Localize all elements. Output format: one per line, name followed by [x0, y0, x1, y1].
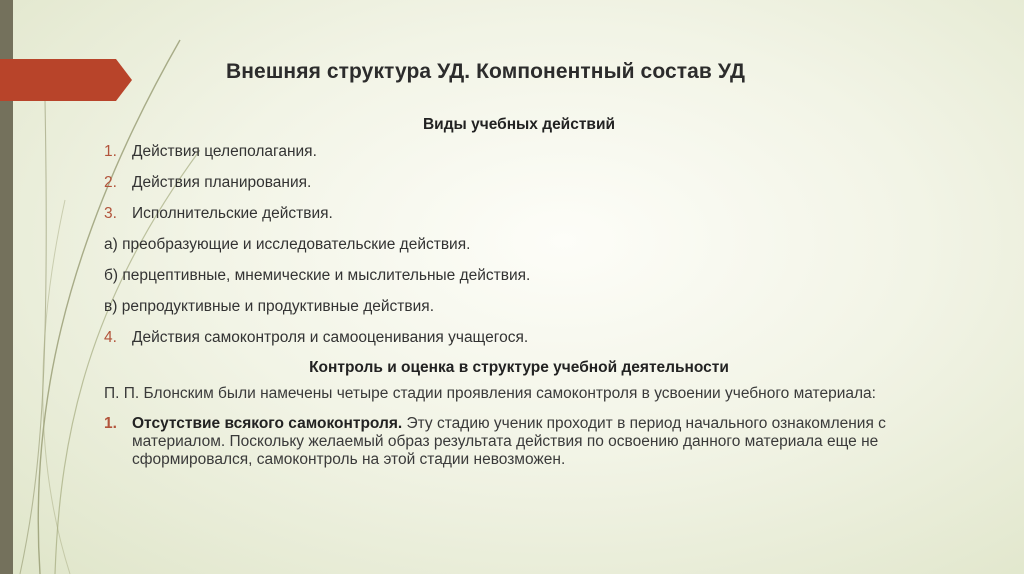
slide-title: Внешняя структура УД. Компонентный состав УД: [226, 60, 746, 83]
intro-paragraph: П. П. Блонским были намечены четыре стадии проявления самоконтроля в усвоении учебного материала:: [104, 385, 876, 402]
list-item-text: Действия планирования.: [132, 174, 312, 191]
stage-title: Отсутствие всякого самоконтроля.: [132, 415, 403, 432]
sub-item-a: а) преобразующие и исследовательские действия.: [104, 236, 471, 253]
section-heading-types: Виды учебных действий: [422, 116, 616, 133]
list-item: [104, 204, 934, 224]
list-item: [104, 173, 934, 193]
sub-item-c: в) репродуктивные и продуктивные действия.: [104, 298, 434, 315]
section-heading-control: Контроль и оценка в структуре учебной деятельности: [309, 359, 729, 376]
slide-content: [104, 112, 934, 469]
stage-description: Эту стадию ученик проходит в период начального ознакомления с материалом. Поскольку желаемый образ результата действия по освоению данного материала еще не сформировался, самоконтроль на этой стадии невозможен.: [132, 415, 886, 468]
title-flag-shape: [0, 59, 132, 101]
sub-item-b: б) перцептивные, мнемические и мыслительные действия.: [104, 267, 531, 284]
stage-item: [104, 415, 934, 469]
list-item-text: Исполнительские действия.: [132, 205, 333, 222]
list-item-text: Действия целеполагания.: [132, 143, 317, 160]
stage-number: 1.: [104, 415, 117, 432]
list-item-text: Действия самоконтроля и самооценивания учащегося.: [132, 329, 529, 346]
list-item: [104, 142, 934, 162]
list-number: 1.: [104, 143, 117, 160]
stage-text-block: [132, 415, 934, 469]
list-number: 4.: [104, 329, 117, 346]
list-number: 3.: [104, 205, 117, 222]
list-item: [104, 328, 934, 348]
list-number: 2.: [104, 174, 117, 191]
